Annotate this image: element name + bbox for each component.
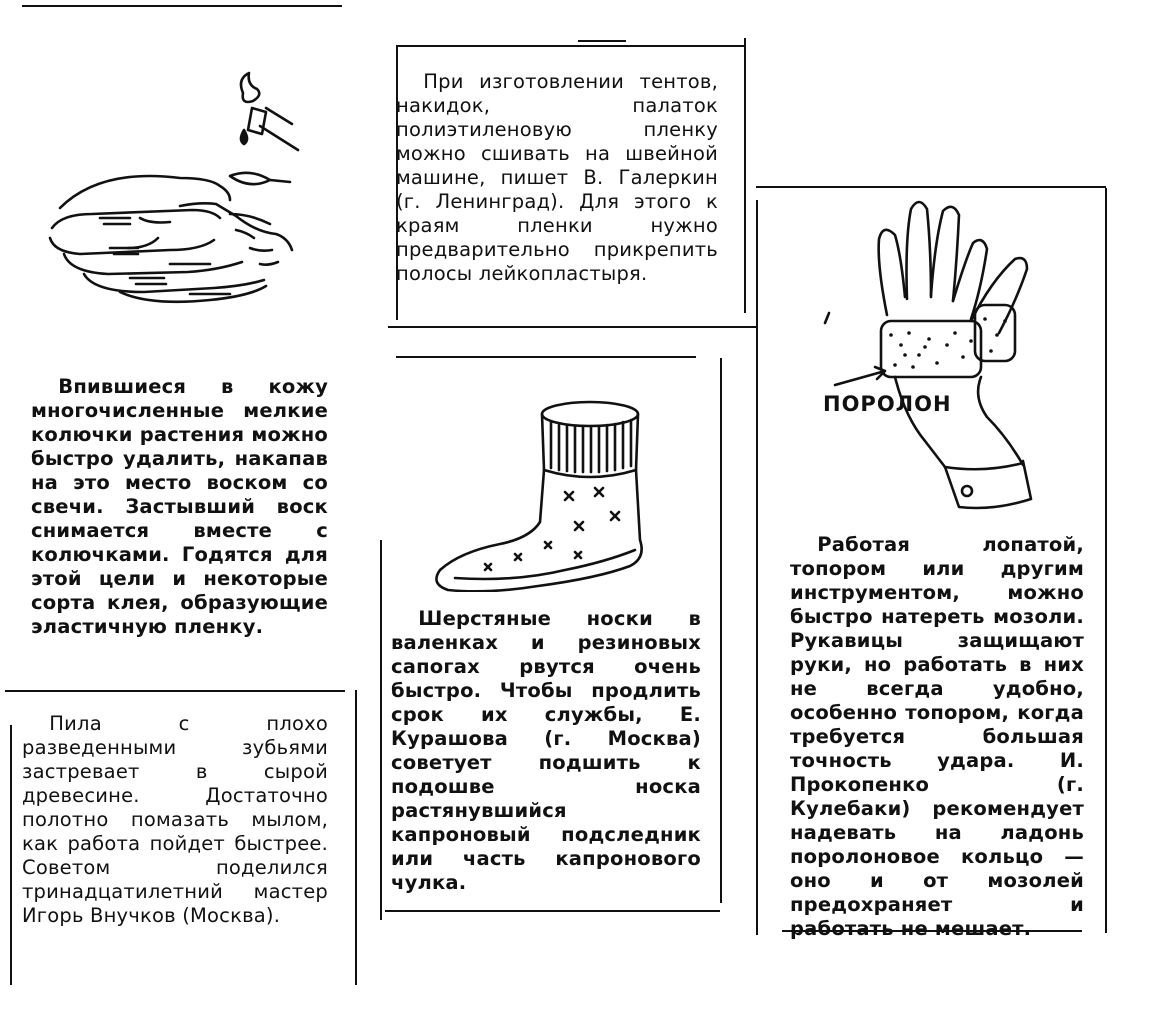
hand-candle-icon bbox=[40, 68, 340, 318]
glove-foam-icon bbox=[805, 195, 1085, 515]
rule-box3-right bbox=[355, 690, 357, 985]
rule-box5-left bbox=[756, 200, 758, 935]
rule-top-mark bbox=[578, 40, 626, 42]
note-socks-text: Шерстяные носки в валенках и резиновых сапогах рвутся очень быстро. Чтобы продлить срок их службы, Е. Курашова (г. Москва) советует подшить к подошве носка растянувшийся капроновый подследник или часть капронового чулка. bbox=[391, 607, 701, 894]
note-saw-text: Пила с плохо разведенными зубьями застревает в сырой древесине. Достаточно полотно помазать мылом, как работа пойдет быстрее. Советом поделился тринадцатилетний мастер Игорь Внучков (Москва). bbox=[22, 712, 328, 927]
foam-label: ПОРОЛОН bbox=[823, 392, 952, 416]
rule-box4-top bbox=[396, 356, 696, 358]
rule-box4-left bbox=[380, 540, 382, 920]
note-saw bbox=[22, 712, 328, 928]
note-calluses bbox=[790, 533, 1084, 941]
rule-box3-top bbox=[5, 690, 345, 692]
rule-box4-bottom bbox=[385, 910, 720, 912]
note-socks bbox=[391, 607, 701, 895]
note-plastic-film bbox=[396, 70, 718, 286]
sock-icon bbox=[425, 392, 665, 592]
rule-top-left bbox=[22, 5, 342, 7]
rule-box1-bottom bbox=[388, 326, 756, 328]
rule-box5-top bbox=[756, 186, 1106, 188]
note-plastic-film-text: При изготовлении тентов, накидок, палаток полиэтиленовую пленку можно сшивать на швейной машине, пишет В. Галеркин (г. Ленинград). Для этого к краям пленки нужно предварительно прикрепить полосы лейкопластыря. bbox=[396, 70, 718, 285]
rule-box1-right bbox=[744, 38, 746, 313]
rule-box1-top bbox=[396, 45, 746, 47]
rule-box4-right bbox=[720, 358, 722, 903]
note-thorns bbox=[31, 375, 328, 639]
note-calluses-text: Работая лопатой, топором или другим инструментом, можно быстро натереть мозоли. Рукавицы защищают руки, но работать в них не всегда удобно, особенно топором, когда требуется большая точность удара. И. Прокопенко (г. Кулебаки) рекомендует надевать на ладонь поролоновое кольцо — оно и от мозолей предохраняет и работать не мешает. bbox=[790, 533, 1084, 940]
note-thorns-text: Впившиеся в кожу многочисленные мелкие колючки растения можно быстро удалить, накапав на это место воском со свечи. Застывший воск снимается вместе с колючками. Годятся для этой цели и некоторые сорта клея, образующие эластичную пленку. bbox=[31, 375, 328, 638]
rule-box3-left bbox=[10, 725, 12, 985]
rule-box5-right bbox=[1105, 188, 1107, 933]
